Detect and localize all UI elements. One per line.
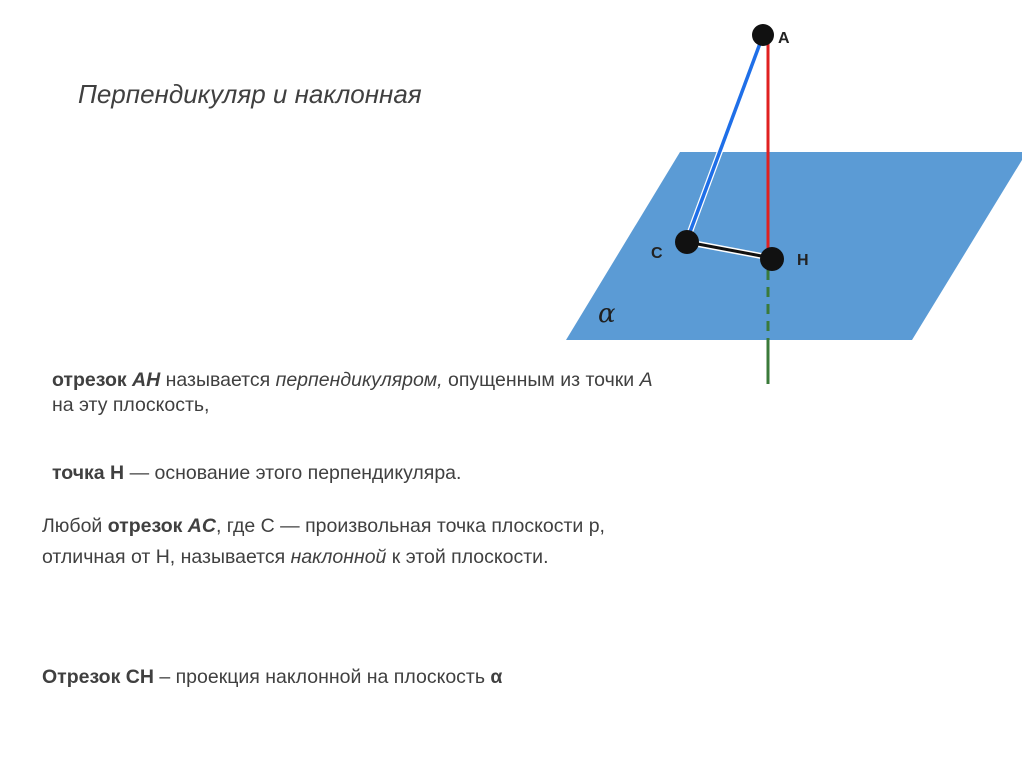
point-h bbox=[760, 247, 784, 271]
page-title: Перпендикуляр и наклонная bbox=[78, 79, 422, 109]
plane-alpha bbox=[566, 152, 1022, 340]
label-h: H bbox=[797, 252, 809, 269]
point-a bbox=[752, 24, 774, 46]
definition-perpendicular: отрезок AH называется перпендикуляром, опущенным из точки A на эту плоскость, bbox=[52, 369, 653, 416]
definition-foot-point: точка Н — основание этого перпендикуляра. bbox=[52, 462, 462, 484]
point-c bbox=[675, 230, 699, 254]
label-alpha: α bbox=[598, 299, 616, 329]
definition-projection: Отрезок СН – проекция наклонной на плоскость α bbox=[42, 666, 503, 688]
definition-oblique: Любой отрезок AC, где С — произвольная точка плоскости р, отличная от Н, называется наклонной к этой плоскости. bbox=[42, 515, 605, 568]
label-a: A bbox=[778, 30, 790, 47]
label-c: C bbox=[651, 245, 663, 262]
